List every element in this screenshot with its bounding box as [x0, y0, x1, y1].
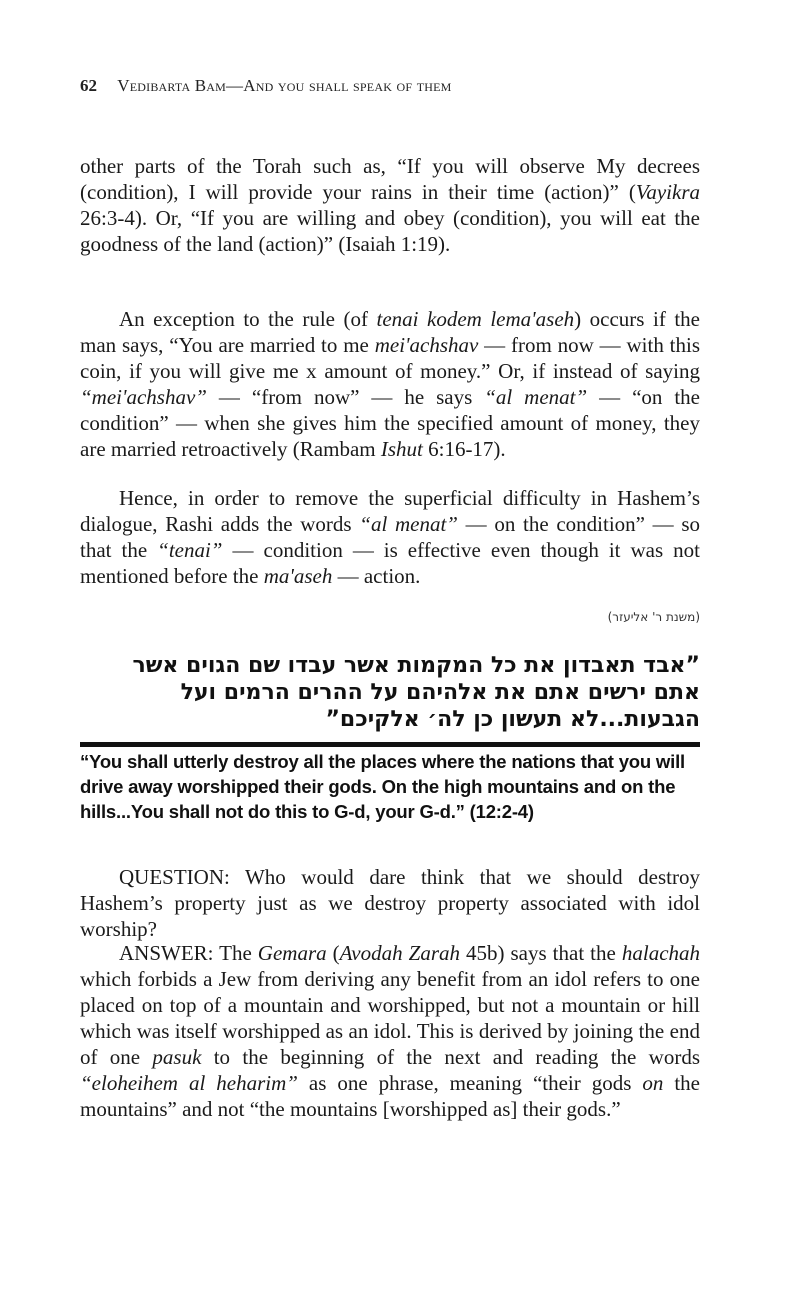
- source-attribution: (משנת ר' אליעזר): [607, 610, 700, 624]
- italic-term: ma'aseh: [263, 564, 333, 588]
- text-run: ANSWER: The: [119, 941, 258, 965]
- verse-divider-rule: [80, 742, 700, 747]
- text-run: — from now — with this coin, if you will give me x amount of money.” Or, if instead of saying: [80, 333, 700, 383]
- text-run: (: [326, 941, 340, 965]
- text-run: — condition — is effective even though it was not mentioned before the: [80, 538, 700, 588]
- text-run: Hence, in order to remove the superficial difficulty in Hashem’s dialogue, Rashi adds the words: [80, 486, 700, 536]
- italic-term: “tenai”: [157, 538, 223, 562]
- paragraph-question: [80, 864, 700, 942]
- paragraph-rashi-explanation: [80, 485, 700, 589]
- italic-term: Avodah Zarah: [339, 941, 460, 965]
- italic-term: “eloheihem al heharim”: [80, 1071, 298, 1095]
- text-run: which forbids a Jew from deriving any benefit from an idol refers to one placed on top of a mountain and worshipped, but not a mountain or hill which was itself worshipped as an idol. This is derived by joining the end of one: [80, 967, 700, 1069]
- text-run: the mountains” and not “the mountains [worshipped as] their gods.”: [80, 1071, 700, 1121]
- paragraph-exception: [80, 306, 700, 462]
- text-run: — “from now” — he says: [206, 385, 485, 409]
- italic-term: “al menat”: [359, 512, 458, 536]
- italic-term: tenai kodem lema'aseh: [376, 307, 575, 331]
- italic-term: “mei'achshav”: [80, 385, 207, 409]
- text-run: 26:3-4). Or, “If you are willing and obey (condition), you will eat the goodness of the land (action)” (Isaiah 1:19).: [80, 206, 700, 256]
- running-head-title: Vedibarta Bam—And you shall speak of them: [117, 76, 452, 95]
- page-number: 62: [80, 76, 97, 95]
- text-run: to the beginning of the next and reading the words: [201, 1045, 700, 1069]
- text-run: QUESTION: Who would dare think that we should destroy Hashem’s property just as we destroy property associated with idol worship?: [80, 865, 700, 941]
- text-run: as one phrase, meaning “their gods: [297, 1071, 643, 1095]
- text-run: — on the condition” — so that the: [80, 512, 701, 562]
- hebrew-verse-heading: ”אבד תאבדון את כל המקמות אשר עבדו שם הגוים אשר אתם ירשים אתם את אלהיהם על ההרים הרמים ועל הגבעות...לא תעשון כן לה׳ אלקיכם”: [132, 653, 700, 732]
- text-run: — action.: [332, 564, 421, 588]
- italic-term: pasuk: [152, 1045, 202, 1069]
- text-run: other parts of the Torah such as, “If you will observe My decrees (condition), I will provide your rains in their time (action)” (: [80, 154, 700, 204]
- english-verse-translation: “You shall utterly destroy all the places where the nations that you will drive away worshipped their gods. On the high mountains and on the hills...You shall not do this to G-d, your G-d.” (12:2-4): [80, 751, 685, 822]
- italic-term: halachah: [621, 941, 701, 965]
- italic-term: mei'achshav: [374, 333, 479, 357]
- italic-term: “al menat”: [484, 385, 588, 409]
- italic-term: Ishut: [380, 437, 423, 461]
- text-run: 6:16-17).: [422, 437, 506, 461]
- italic-term: Vayikra: [635, 180, 700, 204]
- text-run: An exception to the rule (of: [119, 307, 377, 331]
- paragraph-answer: [80, 940, 700, 1122]
- italic-term: Gemara: [257, 941, 327, 965]
- italic-term: on: [642, 1071, 664, 1095]
- paragraph-torah-examples: [80, 153, 700, 257]
- text-run: 45b) says that the: [460, 941, 622, 965]
- running-head: [80, 76, 700, 96]
- text-run: ) occurs if the man says, “You are married to me: [80, 307, 700, 357]
- text-run: — “on the condition” — when she gives him the specified amount of money, they are married retroactively (Rambam: [80, 385, 700, 461]
